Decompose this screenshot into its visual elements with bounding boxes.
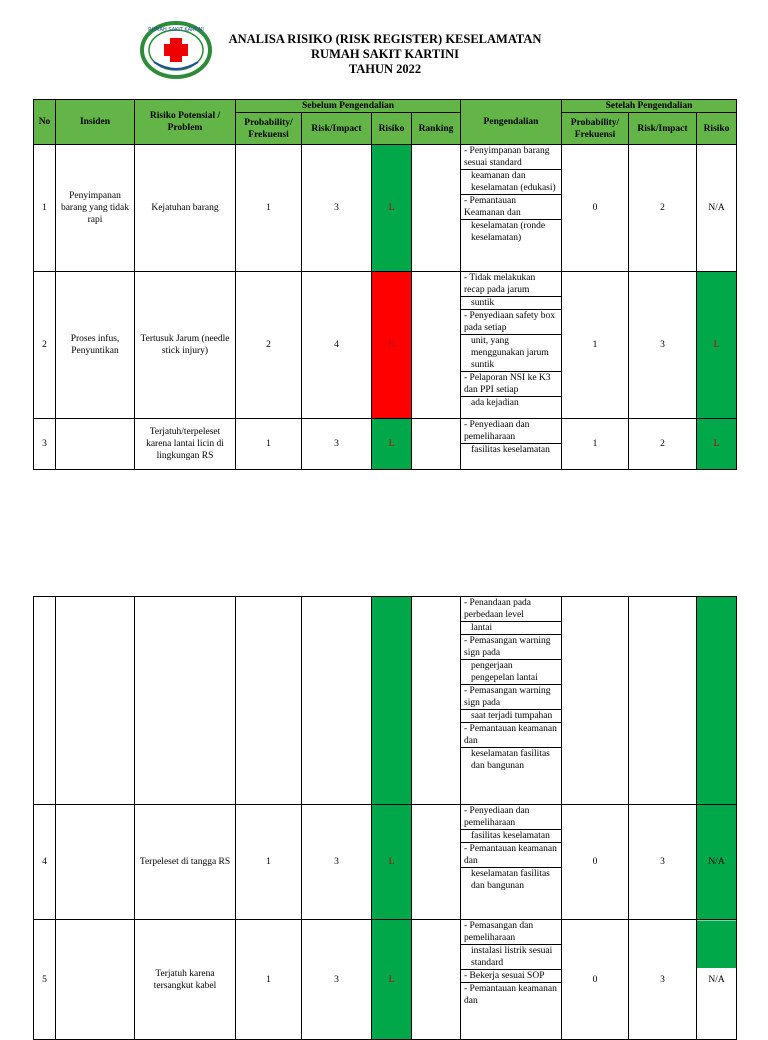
pengendalian-line: instalasi listrik sesuai standard	[461, 945, 561, 970]
cell-ranking	[412, 920, 461, 1040]
pengendalian-line: - Pemantauan keamanan dan	[464, 984, 557, 1006]
cell-insiden	[56, 805, 135, 920]
pengendalian-line: lantai	[461, 622, 561, 635]
cell-impact-after: 3	[629, 805, 697, 920]
pengendalian-line: - Pemantauan keamanan dan	[461, 723, 561, 748]
table-row	[34, 920, 737, 1040]
pengendalian-line: ada kejadian	[471, 398, 519, 408]
cell-prob-after: 0	[562, 920, 629, 1040]
cell-insiden	[56, 920, 135, 1040]
cell-prob-before	[236, 597, 302, 805]
cell-risk-before: H	[372, 272, 412, 419]
cell-impact-before: 3	[302, 145, 372, 272]
title-line-2: RUMAH SAKIT KARTINI	[311, 47, 459, 61]
pengendalian-line: - Penandaan pada perbedaan level	[461, 597, 561, 622]
table-row	[34, 805, 737, 920]
cell-no: 1	[34, 145, 56, 272]
cell-ranking	[412, 419, 461, 470]
pengendalian-line: - Penyediaan safety box pada setiap	[461, 310, 561, 335]
cell-prob-after	[562, 597, 629, 805]
col-group-setelah: Setelah Pengendalian	[562, 100, 737, 113]
cell-risk-before	[372, 597, 412, 805]
col-probability-after: Probability/ Frekuensi	[562, 113, 629, 145]
title-line-3: TAHUN 2022	[348, 62, 422, 76]
cell-risk-before: L	[372, 419, 412, 470]
cell-ranking	[412, 805, 461, 920]
cell-impact-before: 3	[302, 805, 372, 920]
cell-ranking	[412, 272, 461, 419]
pengendalian-line: fasilitas keselamatan	[461, 830, 561, 843]
cell-impact-after	[629, 597, 697, 805]
cell-prob-before: 1	[236, 920, 302, 1040]
cell-no: 3	[34, 419, 56, 470]
pengendalian-line: - Penyediaan dan pemeliharaan	[461, 419, 561, 444]
table-row	[34, 145, 737, 272]
col-impact-before: Risk/Impact	[302, 113, 372, 145]
cell-no: 4	[34, 805, 56, 920]
pengendalian-line: keselamatan fasilitas dan bangunan	[471, 749, 550, 771]
cell-problem: Tertusuk Jarum (needle stick injury)	[135, 272, 236, 419]
pengendalian-line: fasilitas keselamatan	[471, 445, 550, 455]
cell-prob-after: 0	[562, 145, 629, 272]
cell-pengendalian	[461, 920, 562, 1040]
cell-no	[34, 597, 56, 805]
cell-risk-after	[697, 597, 737, 805]
document-title	[215, 32, 555, 77]
pengendalian-line: keselamatan fasilitas dan bangunan	[471, 869, 550, 891]
svg-text:RUMAH SAKIT KARTINI: RUMAH SAKIT KARTINI	[148, 27, 204, 33]
cell-impact-before	[302, 597, 372, 805]
cell-impact-before: 3	[302, 419, 372, 470]
cell-prob-after: 0	[562, 805, 629, 920]
hospital-logo	[140, 20, 212, 80]
table-row	[34, 597, 737, 805]
cell-problem: Terjatuh karena tersangkut kabel	[135, 920, 236, 1040]
table-row	[34, 272, 737, 419]
pengendalian-line: keamanan dan keselamatan (edukasi)	[461, 170, 561, 195]
cell-no: 5	[34, 920, 56, 1040]
pengendalian-line: - Pelaporan NSI ke K3 dan PPI setiap	[461, 372, 561, 397]
col-risiko-before: Risiko	[372, 113, 412, 145]
cell-risk-after: N/A	[697, 920, 737, 1040]
cell-prob-before: 1	[236, 805, 302, 920]
title-line-1: ANALISA RISIKO (RISK REGISTER) KESELAMATAN	[228, 32, 542, 46]
pengendalian-line: - Pemasangan warning sign pada	[461, 635, 561, 660]
cell-pengendalian	[461, 597, 562, 805]
pengendalian-line: keselamatan (ronde keselamatan)	[471, 221, 546, 243]
pengendalian-line: - Pemantauan keamanan dan	[461, 843, 561, 868]
pengendalian-line: - Tidak melakukan recap pada jarum	[461, 272, 561, 297]
col-impact-after: Risk/Impact	[629, 113, 697, 145]
cell-problem	[135, 597, 236, 805]
cell-insiden: Proses infus, Penyuntikan	[56, 272, 135, 419]
cell-risk-before: L	[372, 920, 412, 1040]
col-pengendalian: Pengendalian	[461, 100, 562, 145]
cell-risk-after: N/A	[697, 805, 737, 920]
cell-pengendalian	[461, 145, 562, 272]
pengendalian-line: saat terjadi tumpahan	[461, 710, 561, 723]
cell-impact-before: 3	[302, 920, 372, 1040]
cell-no: 2	[34, 272, 56, 419]
cell-problem: Terjatuh/terpeleset karena lantai licin di lingkungan RS	[135, 419, 236, 470]
cell-prob-before: 1	[236, 419, 302, 470]
cell-impact-after: 2	[629, 419, 697, 470]
col-group-sebelum: Sebelum Pengendalian	[236, 100, 461, 113]
pengendalian-line: - Penyimpanan barang sesuai standard	[461, 145, 561, 170]
cell-risk-after: L	[697, 419, 737, 470]
pengendalian-line: suntik	[461, 297, 561, 310]
cell-insiden	[56, 419, 135, 470]
cell-insiden	[56, 597, 135, 805]
cell-problem: Kejatuhan barang	[135, 145, 236, 272]
pengendalian-line: unit, yang menggunakan jarum suntik	[461, 335, 561, 372]
col-risiko-potensial: Risiko Potensial / Problem	[135, 100, 236, 145]
pengendalian-line: - Pemantauan Keamanan dan	[461, 195, 561, 220]
cell-pengendalian	[461, 272, 562, 419]
cell-prob-before: 1	[236, 145, 302, 272]
cell-risk-after: L	[697, 272, 737, 419]
cell-impact-after: 3	[629, 272, 697, 419]
cell-risk-before: L	[372, 145, 412, 272]
cell-problem: Terpeleset di tangga RS	[135, 805, 236, 920]
risk-register-table-continued	[33, 596, 737, 1040]
cell-impact-before: 4	[302, 272, 372, 419]
cell-prob-after: 1	[562, 419, 629, 470]
col-probability-before: Probability/ Frekuensi	[236, 113, 302, 145]
pengendalian-line: - Pemasangan warning sign pada	[461, 685, 561, 710]
cell-risk-after: N/A	[697, 145, 737, 272]
cell-pengendalian	[461, 805, 562, 920]
cell-impact-after: 3	[629, 920, 697, 1040]
cell-risk-before: L	[372, 805, 412, 920]
pengendalian-line: - Pemasangan dan pemeliharaan	[461, 920, 561, 945]
col-risiko-after: Risiko	[697, 113, 737, 145]
pengendalian-line: - Penyediaan dan pemeliharaan	[461, 805, 561, 830]
col-insiden: Insiden	[56, 100, 135, 145]
risk-register-table	[33, 99, 737, 470]
cell-prob-after: 1	[562, 272, 629, 419]
col-ranking: Ranking	[412, 113, 461, 145]
cell-prob-before: 2	[236, 272, 302, 419]
table-row	[34, 419, 737, 470]
cell-ranking	[412, 145, 461, 272]
cell-impact-after: 2	[629, 145, 697, 272]
cell-ranking	[412, 597, 461, 805]
cell-pengendalian	[461, 419, 562, 470]
pengendalian-line: - Bekerja sesuai SOP	[461, 970, 561, 983]
cell-insiden: Penyimpanan barang yang tidak rapi	[56, 145, 135, 272]
col-no: No	[34, 100, 56, 145]
pengendalian-line: pengerjaan pengepelan lantai	[461, 660, 561, 685]
